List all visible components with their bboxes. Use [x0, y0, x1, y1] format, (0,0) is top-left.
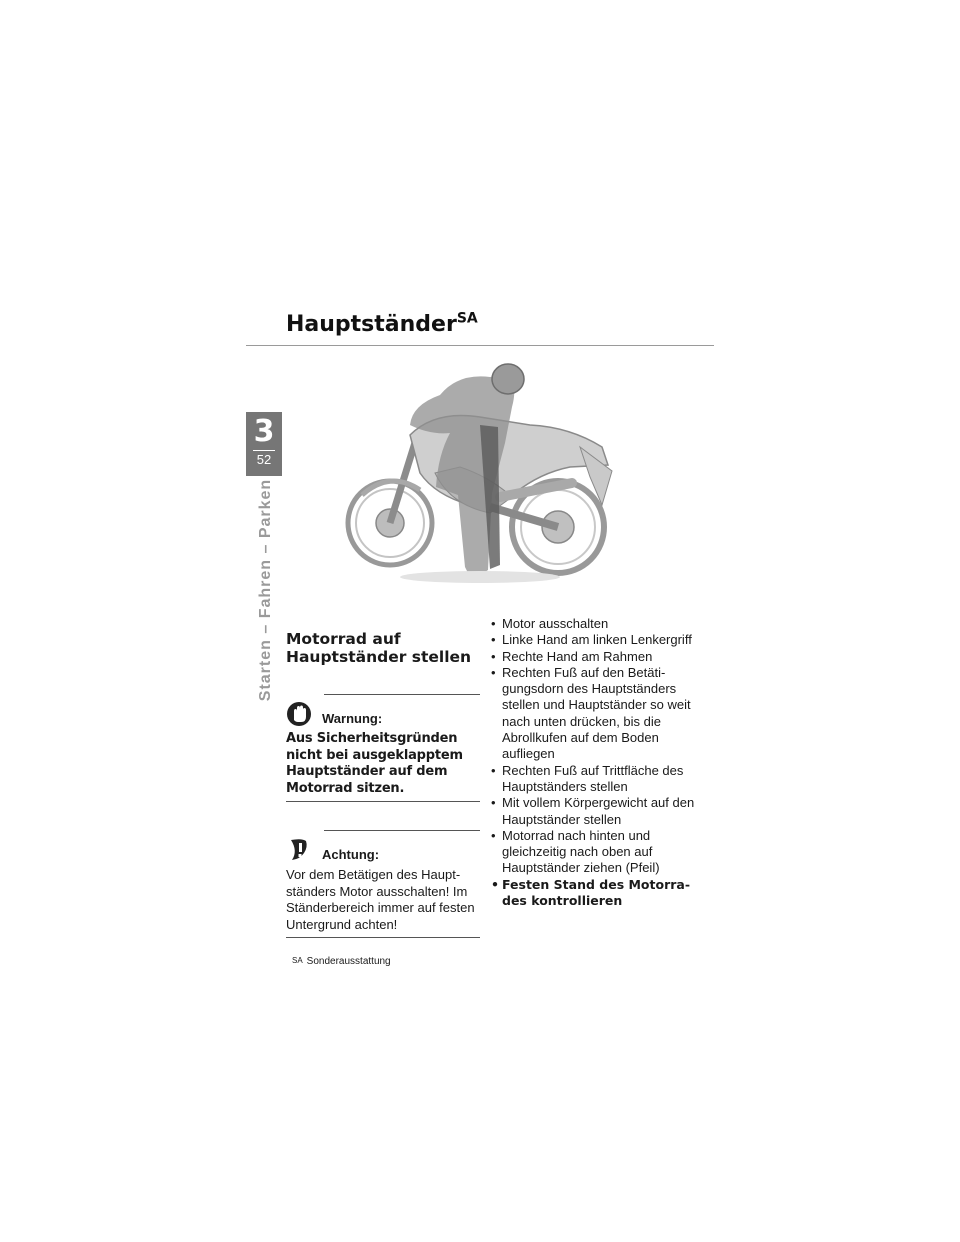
section-heading: Motorrad auf Hauptständer stellen	[286, 630, 472, 666]
list-item: • Festen Stand des Motorrades kontrollieren	[491, 877, 701, 910]
chapter-tab	[246, 412, 282, 476]
left-column	[286, 630, 480, 967]
list-item: • Rechten Fuß auf Trittfläche des Hauptständers stellen	[491, 763, 701, 796]
page-title: Hauptständer$^{SA}$	[286, 310, 478, 337]
steps-list	[491, 616, 701, 909]
right-column	[491, 616, 701, 909]
warning-header	[286, 701, 480, 727]
caution-text: Vor dem Betätigen des Hauptständers Motor ausschalten! Im Ständerbereich immer auf festen Untergrund achten!	[286, 867, 475, 932]
warning-bottom-rule	[286, 801, 480, 802]
footnote	[286, 956, 480, 967]
caution-bottom-rule	[286, 937, 480, 938]
caution-top-rule	[324, 830, 480, 831]
chapter-side-title: Starten – Fahren – Parken	[257, 478, 274, 702]
footnote-mark: SA	[292, 956, 303, 965]
list-item: • Rechten Fuß auf den Betätigungsdorn des Hauptständers stellen und Hauptständer so weit nach unten drücken, bis die Abrollkufen auf dem Boden aufliegen	[491, 665, 701, 763]
list-item: • Motor ausschalten	[491, 616, 701, 632]
header-rule	[246, 345, 714, 346]
list-item: • Mit vollem Körpergewicht auf den Hauptständer stellen	[491, 795, 701, 828]
warning-box	[286, 694, 480, 802]
warning-text: Aus Sicherheitsgründen nicht bei ausgeklapptem Hauptständer auf dem Motorrad sitzen.	[286, 731, 463, 796]
warning-label: Warnung:	[322, 711, 383, 726]
list-item: • Rechte Hand am Rahmen	[491, 649, 701, 665]
caution-header	[286, 837, 480, 863]
list-item: • Linke Hand am linken Lenkergriff	[491, 632, 701, 648]
caution-box	[286, 830, 480, 938]
chapter-number: 3	[253, 414, 275, 449]
motorcycle-illustration	[340, 355, 630, 600]
warning-top-rule	[324, 694, 480, 695]
exclamation-icon	[286, 837, 316, 863]
title-superscript: SA	[456, 310, 478, 327]
list-item: • Motorrad nach hinten und gleichzeitig nach oben auf Hauptständer ziehen (Pfeil)	[491, 828, 701, 877]
page-number: 52	[256, 452, 272, 467]
footnote-text: Sonderausstattung	[306, 956, 391, 967]
caution-label: Achtung:	[322, 847, 380, 862]
hand-stop-icon	[286, 701, 316, 727]
